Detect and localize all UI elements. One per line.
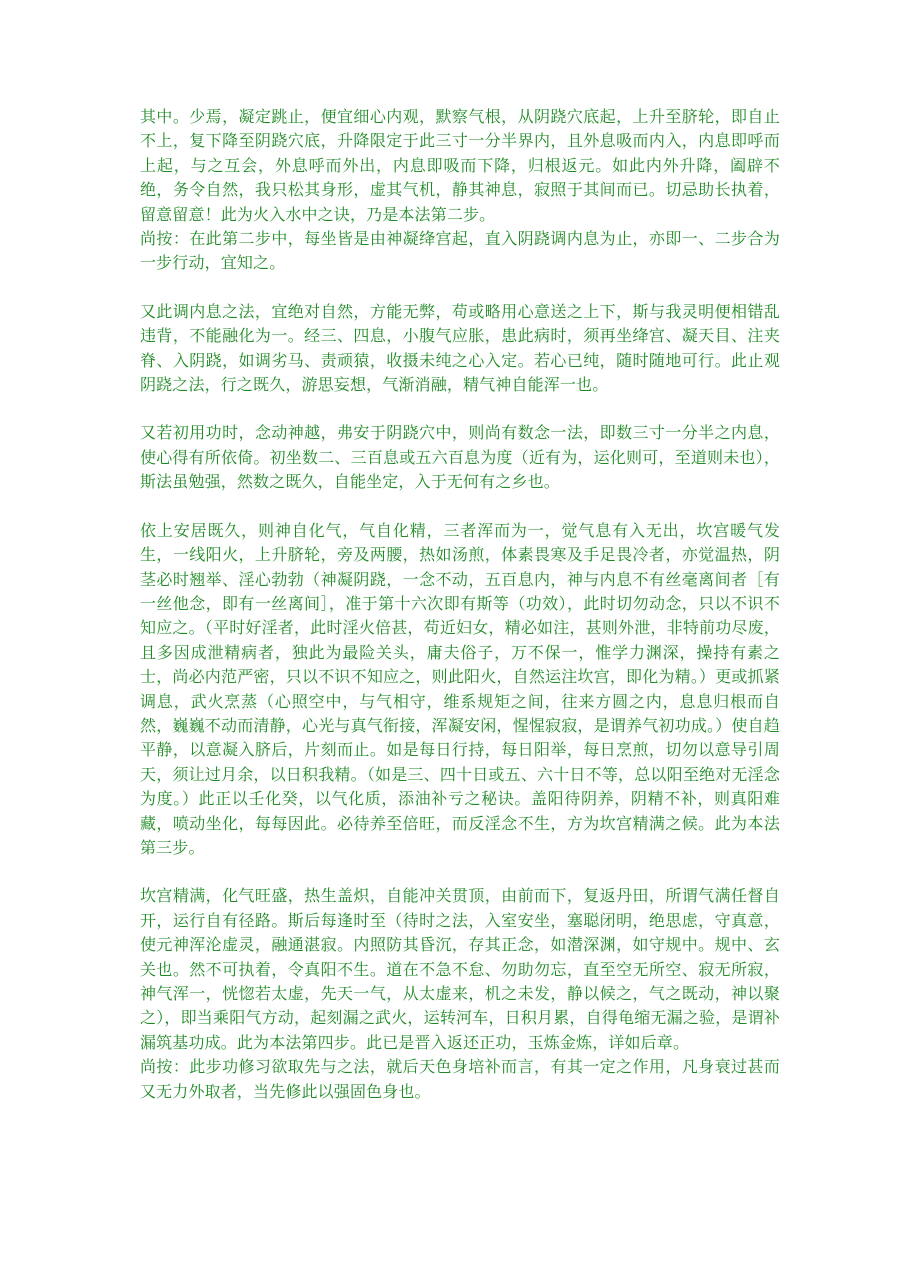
- document-page: [140, 105, 780, 1104]
- paragraph-inner-breath-method: 又此调内息之法，宜绝对自然，方能无弊，苟或略用心意送之上下，斯与我灵明便相错乱违背，不能融化为一。经三、四息，小腹气应胀，患此病时，须再坐绛宫、凝天目、注夹脊、入阴跷，如调劣马、责顽猿，收摄未纯之心入定。若心已纯，随时随地可行。此止观阴跷之法，行之既久，游思妄想，气渐消融，精气神自能浑一也。: [140, 301, 780, 395]
- paragraph-note-step-two: 尚按：在此第二步中，每坐皆是由神凝绛宫起，直入阴跷调内息为止，亦即一、二步合为一步行动，宜知之。: [140, 229, 780, 273]
- paragraph-step-three: 依上安居既久，则神自化气，气自化精，三者浑而为一，觉气息有入无出，坎宫暖气发生，一线阳火，上升脐轮，旁及两腰，热如汤煎，体素畏寒及手足畏冷者，亦觉温热，阴茎必时翘举、淫心勃勃（神凝阴跷，一念不动，五百息内，神与内息不有丝毫离间者［有一丝他念，即有一丝离间］，准于第十六次即有斯等（功效），此时切勿动念，只以不识不知应之。（平时好淫者，此时淫火倍甚，苟近妇女，精必如注，甚则外泄，非特前功尽废，且多因成泄精病者，独此为最险关头，庸夫俗子，万不保一，惟学力渊深，操持有素之士，尚必内范严密，只以不识不知应之，则此阳火，自然运注坎宫，即化为精。）更或抓紧调息，武火烹蒸（心照空中，与气相守，维系规矩之间，往来方圆之内，息息归根而自然，巍巍不动而清静，心光与真气衔接，浑凝安闲，惺惺寂寂，是谓养气初功成。）使自趋平静，以意凝入脐后，片刻而止。如是每日行持，每日阳举，每日烹煎，切勿以意导引周天，须让过月余，以日积我精。（如是三、四十日或五、六十日不等，总以阳至绝对无淫念为度。）此正以壬化癸，以气化质，添油补亏之秘诀。盖阳待阴养，阴精不补，则真阳难藏，喷动坐化，每每因此。必待养至倍旺，而反淫念不生，方为坎宫精满之候。此为本法第三步。: [140, 520, 780, 857]
- paragraph-step-four: 坎宫精满，化气旺盛，热生盖炽，自能冲关贯顶，由前而下，复返丹田，所谓气满任督自开，运行自有径路。斯后每逢时至（待时之法，入室安坐，塞聪闭明，绝思虑，守真意，使元神浑沦虚灵，融通湛寂。内照防其昏沉，存其正念，如潜深渊，如守规中。规中、玄关也。然不可执着，令真阳不生。道在不急不怠、勿助勿忘，直至空无所空、寂无所寂，神气浑一，恍惚若太虚，先天一气，从太虚来，机之未发，静以候之，气之既动，神以聚之），即当乘阳气方动，起刻漏之武火，运转河车，日积月累，自得龟缩无漏之验，是谓补漏筑基功成。此为本法第四步。此已是晋入返还正功，玉炼金炼，详如后章。: [140, 886, 780, 1052]
- paragraph-note-step-four: 尚按：此步功修习欲取先与之法，就后天色身培补而言，有其一定之作用，凡身衰过甚而又无力外取者，当先修此以强固色身也。: [140, 1057, 780, 1101]
- paragraph-counting-method: 又若初用功时，念动神越，弗安于阴跷穴中，则尚有数念一法，即数三寸一分半之内息，使心得有所依倚。初坐数二、三百息或五六百息为度（近有为，运化则可，至道则未也），斯法虽勉强，然数之既久，自能坐定，入于无何有之乡也。: [140, 423, 780, 492]
- paragraph-step-two: 其中。少焉，凝定跳止，便宜细心内观，默察气根，从阴跷穴底起，上升至脐轮，即自止不上，复下降至阴跷穴底，升降限定于此三寸一分半界内，且外息吸而内入，内息即呼而上起，与之互会，外息呼而外出，内息即吸而下降，归根返元。如此内外升降，阖辟不绝，务令自然，我只松其身形，虚其气机，静其神息，寂照于其间而已。切忌助长执着，留意留意！此为火入水中之诀，乃是本法第二步。: [140, 107, 780, 224]
